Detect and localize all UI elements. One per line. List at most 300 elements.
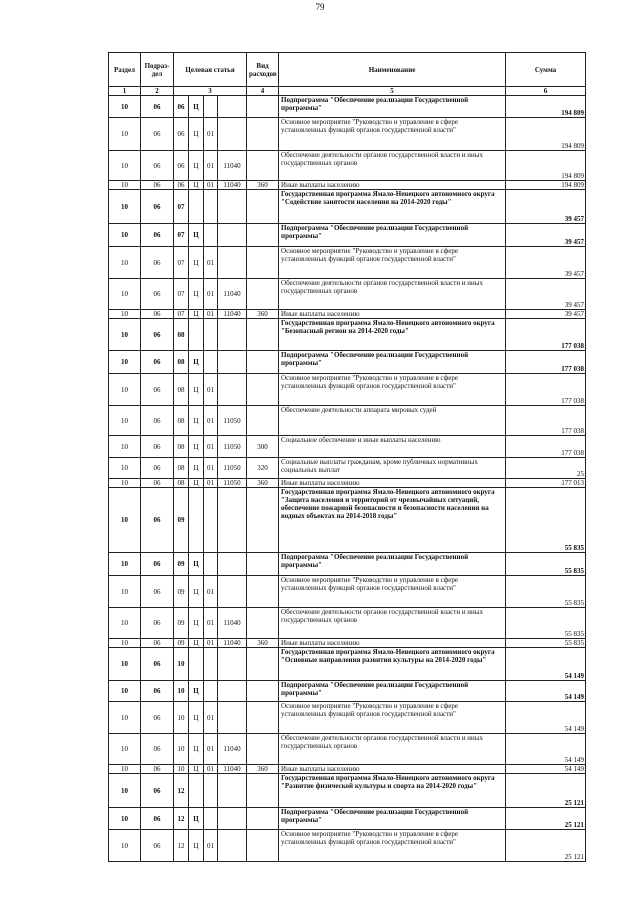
row-event-code: 01 <box>204 734 218 765</box>
row-event-code: 01 <box>204 279 218 310</box>
row-direction-code: 11040 <box>218 608 247 639</box>
row-subprogram-code <box>189 488 204 553</box>
row-naimenovanie: Социальные выплаты гражданам, кроме публичных нормативных социальных выплат <box>279 458 506 479</box>
header-number: 5 <box>279 87 506 96</box>
row-podrazdel: 06 <box>141 576 174 608</box>
row-razdel: 10 <box>109 181 141 190</box>
table-row <box>109 279 586 310</box>
row-direction-code <box>218 830 247 862</box>
row-subprogram-code: Ц <box>189 458 204 479</box>
row-direction-code <box>218 247 247 279</box>
row-razdel: 10 <box>109 279 141 310</box>
row-vid-rashodov <box>247 190 279 224</box>
row-razdel: 10 <box>109 608 141 639</box>
row-direction-code <box>218 224 247 247</box>
row-razdel: 10 <box>109 681 141 702</box>
row-vid-rashodov <box>247 734 279 765</box>
row-podrazdel: 06 <box>141 774 174 808</box>
row-vid-rashodov <box>247 576 279 608</box>
budget-table <box>108 52 586 862</box>
row-podrazdel: 06 <box>141 553 174 576</box>
row-subprogram-code: Ц <box>189 702 204 734</box>
table-row <box>109 190 586 224</box>
row-razdel: 10 <box>109 808 141 830</box>
row-podrazdel: 06 <box>141 488 174 553</box>
row-event-code: 01 <box>204 436 218 458</box>
row-direction-code <box>218 808 247 830</box>
table-row <box>109 458 586 479</box>
table-row <box>109 181 586 190</box>
row-podrazdel: 06 <box>141 458 174 479</box>
row-subprogram-code: Ц <box>189 310 204 319</box>
row-summa: 177 038 <box>506 351 586 374</box>
row-podrazdel: 06 <box>141 808 174 830</box>
row-summa: 55 835 <box>506 488 586 553</box>
row-subprogram-code: Ц <box>189 553 204 576</box>
row-summa: 194 809 <box>506 96 586 118</box>
row-razdel: 10 <box>109 247 141 279</box>
row-podrazdel: 06 <box>141 310 174 319</box>
header-razdel: Раздел <box>109 53 141 87</box>
row-naimenovanie: Подпрограмма "Обеспечение реализации Государственной программы" <box>279 681 506 702</box>
table-row <box>109 479 586 488</box>
row-subprogram-code: Ц <box>189 374 204 406</box>
row-summa: 54 149 <box>506 648 586 681</box>
row-naimenovanie: Иные выплаты населению <box>279 479 506 488</box>
row-program-code: 06 <box>174 96 189 118</box>
row-direction-code <box>218 118 247 151</box>
row-razdel: 10 <box>109 702 141 734</box>
row-vid-rashodov <box>247 247 279 279</box>
row-event-code: 01 <box>204 702 218 734</box>
row-direction-code: 11040 <box>218 639 247 648</box>
row-program-code: 09 <box>174 553 189 576</box>
row-program-code: 07 <box>174 310 189 319</box>
row-naimenovanie: Основное мероприятие "Руководство и управление в сфере установленных функций органов государственной власти" <box>279 576 506 608</box>
row-direction-code <box>218 190 247 224</box>
table-row <box>109 553 586 576</box>
row-subprogram-code: Ц <box>189 224 204 247</box>
row-summa: 25 <box>506 458 586 479</box>
row-podrazdel: 06 <box>141 765 174 774</box>
row-subprogram-code: Ц <box>189 118 204 151</box>
row-razdel: 10 <box>109 765 141 774</box>
row-vid-rashodov <box>247 374 279 406</box>
row-event-code: 01 <box>204 181 218 190</box>
row-direction-code <box>218 681 247 702</box>
row-razdel: 10 <box>109 488 141 553</box>
table-header <box>109 53 586 96</box>
row-summa: 25 121 <box>506 774 586 808</box>
row-event-code: 01 <box>204 310 218 319</box>
row-podrazdel: 06 <box>141 96 174 118</box>
row-summa: 54 149 <box>506 734 586 765</box>
row-vid-rashodov <box>247 406 279 436</box>
row-razdel: 10 <box>109 734 141 765</box>
row-razdel: 10 <box>109 374 141 406</box>
row-naimenovanie: Иные выплаты населению <box>279 310 506 319</box>
row-program-code: 07 <box>174 224 189 247</box>
row-razdel: 10 <box>109 406 141 436</box>
row-vid-rashodov: 360 <box>247 479 279 488</box>
header-numbers-row <box>109 87 586 96</box>
row-naimenovanie: Обеспечение деятельности органов государственной власти и иных государственных органов <box>279 279 506 310</box>
row-vid-rashodov <box>247 319 279 351</box>
header-number: 4 <box>247 87 279 96</box>
table-row <box>109 436 586 458</box>
row-podrazdel: 06 <box>141 830 174 862</box>
row-vid-rashodov: 360 <box>247 639 279 648</box>
row-podrazdel: 06 <box>141 279 174 310</box>
row-event-code: 01 <box>204 374 218 406</box>
row-subprogram-code: Ц <box>189 734 204 765</box>
row-naimenovanie: Государственная программа Ямало-Ненецкого автономного округа "Основные направления развития культуры на 2014-2020 годы" <box>279 648 506 681</box>
row-direction-code: 11040 <box>218 151 247 181</box>
row-razdel: 10 <box>109 774 141 808</box>
row-subprogram-code: Ц <box>189 151 204 181</box>
row-summa: 194 809 <box>506 118 586 151</box>
row-program-code: 06 <box>174 181 189 190</box>
row-naimenovanie: Подпрограмма "Обеспечение реализации Государственной программы" <box>279 351 506 374</box>
row-event-code <box>204 96 218 118</box>
row-program-code: 08 <box>174 479 189 488</box>
row-direction-code <box>218 576 247 608</box>
header-podrazdel: Подраз-дел <box>141 53 174 87</box>
row-event-code <box>204 808 218 830</box>
row-event-code <box>204 190 218 224</box>
row-summa: 177 038 <box>506 319 586 351</box>
row-vid-rashodov <box>247 224 279 247</box>
row-razdel: 10 <box>109 553 141 576</box>
row-subprogram-code: Ц <box>189 96 204 118</box>
row-direction-code <box>218 96 247 118</box>
row-naimenovanie: Основное мероприятие "Руководство и управление в сфере установленных функций органов государственной власти" <box>279 118 506 151</box>
row-naimenovanie: Иные выплаты населению <box>279 181 506 190</box>
row-podrazdel: 06 <box>141 247 174 279</box>
row-program-code: 08 <box>174 374 189 406</box>
row-vid-rashodov <box>247 553 279 576</box>
row-direction-code <box>218 553 247 576</box>
row-summa: 177 038 <box>506 374 586 406</box>
row-direction-code: 11040 <box>218 181 247 190</box>
row-direction-code <box>218 774 247 808</box>
row-event-code <box>204 224 218 247</box>
row-event-code: 01 <box>204 151 218 181</box>
row-summa: 25 121 <box>506 830 586 862</box>
table-row <box>109 224 586 247</box>
row-event-code <box>204 553 218 576</box>
row-summa: 39 457 <box>506 247 586 279</box>
row-vid-rashodov: 360 <box>247 765 279 774</box>
row-podrazdel: 06 <box>141 374 174 406</box>
row-summa: 54 149 <box>506 681 586 702</box>
header-number: 2 <box>141 87 174 96</box>
row-program-code: 06 <box>174 151 189 181</box>
page-number: 79 <box>315 2 325 12</box>
row-subprogram-code: Ц <box>189 608 204 639</box>
row-naimenovanie: Подпрограмма "Обеспечение реализации Государственной программы" <box>279 553 506 576</box>
row-program-code: 10 <box>174 648 189 681</box>
row-podrazdel: 06 <box>141 190 174 224</box>
row-program-code: 08 <box>174 319 189 351</box>
row-podrazdel: 06 <box>141 436 174 458</box>
table-row <box>109 639 586 648</box>
row-program-code: 12 <box>174 808 189 830</box>
row-direction-code <box>218 374 247 406</box>
row-event-code: 01 <box>204 479 218 488</box>
row-vid-rashodov: 300 <box>247 436 279 458</box>
table-row <box>109 406 586 436</box>
row-summa: 39 457 <box>506 279 586 310</box>
row-podrazdel: 06 <box>141 479 174 488</box>
row-vid-rashodov <box>247 681 279 702</box>
header-vid-rashodov: Вид расходов <box>247 53 279 87</box>
row-subprogram-code: Ц <box>189 681 204 702</box>
row-program-code: 09 <box>174 576 189 608</box>
row-event-code <box>204 774 218 808</box>
row-podrazdel: 06 <box>141 639 174 648</box>
header-number: 3 <box>174 87 247 96</box>
row-summa: 55 835 <box>506 553 586 576</box>
row-naimenovanie: Государственная программа Ямало-Ненецкого автономного округа "Безопасный регион на 2014-2020 годы" <box>279 319 506 351</box>
row-razdel: 10 <box>109 576 141 608</box>
row-vid-rashodov: 320 <box>247 458 279 479</box>
row-naimenovanie: Основное мероприятие "Руководство и управление в сфере установленных функций органов государственной власти" <box>279 374 506 406</box>
row-subprogram-code <box>189 774 204 808</box>
row-subprogram-code: Ц <box>189 436 204 458</box>
row-program-code: 07 <box>174 279 189 310</box>
row-direction-code: 11040 <box>218 765 247 774</box>
header-number: 6 <box>506 87 586 96</box>
row-summa: 177 038 <box>506 436 586 458</box>
row-subprogram-code: Ц <box>189 576 204 608</box>
table-row <box>109 576 586 608</box>
row-direction-code <box>218 319 247 351</box>
row-podrazdel: 06 <box>141 702 174 734</box>
row-event-code: 01 <box>204 406 218 436</box>
header-number: 1 <box>109 87 141 96</box>
row-naimenovanie: Иные выплаты населению <box>279 639 506 648</box>
row-podrazdel: 06 <box>141 406 174 436</box>
row-podrazdel: 06 <box>141 224 174 247</box>
row-vid-rashodov <box>247 830 279 862</box>
row-event-code <box>204 319 218 351</box>
row-summa: 25 121 <box>506 808 586 830</box>
row-vid-rashodov: 360 <box>247 310 279 319</box>
row-summa: 194 809 <box>506 181 586 190</box>
row-vid-rashodov <box>247 808 279 830</box>
row-subprogram-code: Ц <box>189 406 204 436</box>
row-subprogram-code: Ц <box>189 247 204 279</box>
header-summa: Сумма <box>506 53 586 87</box>
row-summa: 55 835 <box>506 576 586 608</box>
row-razdel: 10 <box>109 436 141 458</box>
row-vid-rashodov: 360 <box>247 181 279 190</box>
table-row <box>109 830 586 862</box>
row-direction-code: 11040 <box>218 310 247 319</box>
table-row <box>109 247 586 279</box>
row-naimenovanie: Обеспечение деятельности органов государственной власти и иных государственных органов <box>279 151 506 181</box>
row-razdel: 10 <box>109 151 141 181</box>
row-summa: 194 809 <box>506 151 586 181</box>
row-program-code: 07 <box>174 190 189 224</box>
row-naimenovanie: Государственная программа Ямало-Ненецкого автономного округа "Защита населения и территорий от чрезвычайных ситуаций, обеспечение пожарной безопасности и безопасности населения на водных объектах на 2014-2018 годы" <box>279 488 506 553</box>
row-razdel: 10 <box>109 190 141 224</box>
row-event-code <box>204 681 218 702</box>
row-program-code: 07 <box>174 247 189 279</box>
row-razdel: 10 <box>109 458 141 479</box>
row-event-code: 01 <box>204 830 218 862</box>
row-vid-rashodov <box>247 151 279 181</box>
row-subprogram-code: Ц <box>189 181 204 190</box>
table-row <box>109 488 586 553</box>
row-program-code: 08 <box>174 436 189 458</box>
row-direction-code <box>218 351 247 374</box>
row-vid-rashodov <box>247 96 279 118</box>
row-summa: 55 835 <box>506 639 586 648</box>
row-razdel: 10 <box>109 96 141 118</box>
row-subprogram-code <box>189 648 204 681</box>
row-summa: 177 013 <box>506 479 586 488</box>
row-podrazdel: 06 <box>141 319 174 351</box>
table-body <box>109 96 586 862</box>
row-event-code <box>204 351 218 374</box>
row-naimenovanie: Основное мероприятие "Руководство и управление в сфере установленных функций органов государственной власти" <box>279 247 506 279</box>
row-subprogram-code: Ц <box>189 351 204 374</box>
row-naimenovanie: Государственная программа Ямало-Ненецкого автономного округа "Развитие физической культуры и спорта на 2014-2020 годы" <box>279 774 506 808</box>
row-event-code: 01 <box>204 608 218 639</box>
table-row <box>109 351 586 374</box>
row-razdel: 10 <box>109 118 141 151</box>
row-vid-rashodov <box>247 702 279 734</box>
header-celevaya-statya: Целевая статья <box>174 53 247 87</box>
row-podrazdel: 06 <box>141 608 174 639</box>
row-event-code: 01 <box>204 639 218 648</box>
row-summa: 39 457 <box>506 190 586 224</box>
row-razdel: 10 <box>109 351 141 374</box>
row-subprogram-code: Ц <box>189 830 204 862</box>
row-subprogram-code <box>189 190 204 224</box>
row-direction-code <box>218 702 247 734</box>
row-direction-code <box>218 488 247 553</box>
row-podrazdel: 06 <box>141 151 174 181</box>
row-naimenovanie: Основное мероприятие "Руководство и управление в сфере установленных функций органов государственной власти" <box>279 702 506 734</box>
row-program-code: 08 <box>174 351 189 374</box>
row-subprogram-code: Ц <box>189 279 204 310</box>
row-direction-code: 11050 <box>218 406 247 436</box>
table-row <box>109 151 586 181</box>
row-direction-code: 11050 <box>218 458 247 479</box>
row-event-code: 01 <box>204 247 218 279</box>
row-naimenovanie: Государственная программа Ямало-Ненецкого автономного округа "Содействие занятости населения на 2014-2020 годы" <box>279 190 506 224</box>
table-row <box>109 765 586 774</box>
row-direction-code: 11040 <box>218 734 247 765</box>
row-program-code: 09 <box>174 488 189 553</box>
row-vid-rashodov <box>247 279 279 310</box>
row-naimenovanie: Подпрограмма "Обеспечение реализации Государственной программы" <box>279 808 506 830</box>
row-event-code: 01 <box>204 118 218 151</box>
row-podrazdel: 06 <box>141 648 174 681</box>
row-direction-code: 11050 <box>218 436 247 458</box>
row-naimenovanie: Основное мероприятие "Руководство и управление в сфере установленных функций органов государственной власти" <box>279 830 506 862</box>
row-subprogram-code: Ц <box>189 639 204 648</box>
table-row <box>109 374 586 406</box>
row-program-code: 08 <box>174 458 189 479</box>
row-program-code: 10 <box>174 681 189 702</box>
row-subprogram-code: Ц <box>189 765 204 774</box>
row-event-code: 01 <box>204 458 218 479</box>
row-naimenovanie: Обеспечение деятельности органов государственной власти и иных государственных органов <box>279 734 506 765</box>
row-naimenovanie: Подпрограмма "Обеспечение реализации Государственной программы" <box>279 96 506 118</box>
row-program-code: 12 <box>174 774 189 808</box>
row-event-code: 01 <box>204 765 218 774</box>
row-vid-rashodov <box>247 774 279 808</box>
row-summa: 39 457 <box>506 310 586 319</box>
table-row <box>109 310 586 319</box>
row-program-code: 10 <box>174 734 189 765</box>
row-podrazdel: 06 <box>141 118 174 151</box>
row-vid-rashodov <box>247 351 279 374</box>
table-row <box>109 608 586 639</box>
row-event-code: 01 <box>204 576 218 608</box>
row-razdel: 10 <box>109 224 141 247</box>
row-naimenovanie: Социальное обеспечение и иные выплаты населению <box>279 436 506 458</box>
row-naimenovanie: Обеспечение деятельности органов государственной власти и иных государственных органов <box>279 608 506 639</box>
row-vid-rashodov <box>247 648 279 681</box>
row-summa: 54 149 <box>506 702 586 734</box>
row-naimenovanie: Иные выплаты населению <box>279 765 506 774</box>
row-event-code <box>204 648 218 681</box>
table-row <box>109 319 586 351</box>
row-razdel: 10 <box>109 479 141 488</box>
row-podrazdel: 06 <box>141 181 174 190</box>
row-razdel: 10 <box>109 319 141 351</box>
row-direction-code <box>218 648 247 681</box>
table-row <box>109 702 586 734</box>
row-vid-rashodov <box>247 118 279 151</box>
table-row <box>109 774 586 808</box>
row-program-code: 12 <box>174 830 189 862</box>
table-row <box>109 681 586 702</box>
row-vid-rashodov <box>247 488 279 553</box>
row-podrazdel: 06 <box>141 734 174 765</box>
row-direction-code: 11050 <box>218 479 247 488</box>
row-podrazdel: 06 <box>141 351 174 374</box>
row-direction-code: 11040 <box>218 279 247 310</box>
row-subprogram-code <box>189 319 204 351</box>
row-program-code: 09 <box>174 639 189 648</box>
row-event-code <box>204 488 218 553</box>
row-naimenovanie: Подпрограмма "Обеспечение реализации Государственной программы" <box>279 224 506 247</box>
table-row <box>109 734 586 765</box>
table-row <box>109 648 586 681</box>
table-row <box>109 96 586 118</box>
row-summa: 54 149 <box>506 765 586 774</box>
row-razdel: 10 <box>109 310 141 319</box>
table-row <box>109 118 586 151</box>
row-subprogram-code: Ц <box>189 479 204 488</box>
row-program-code: 10 <box>174 702 189 734</box>
row-summa: 177 038 <box>506 406 586 436</box>
row-summa: 39 457 <box>506 224 586 247</box>
row-razdel: 10 <box>109 830 141 862</box>
row-program-code: 08 <box>174 406 189 436</box>
row-naimenovanie: Обеспечение деятельности аппарата мировых судей <box>279 406 506 436</box>
table-row <box>109 808 586 830</box>
row-program-code: 10 <box>174 765 189 774</box>
header-naimenovanie: Наименование <box>279 53 506 87</box>
row-program-code: 09 <box>174 608 189 639</box>
